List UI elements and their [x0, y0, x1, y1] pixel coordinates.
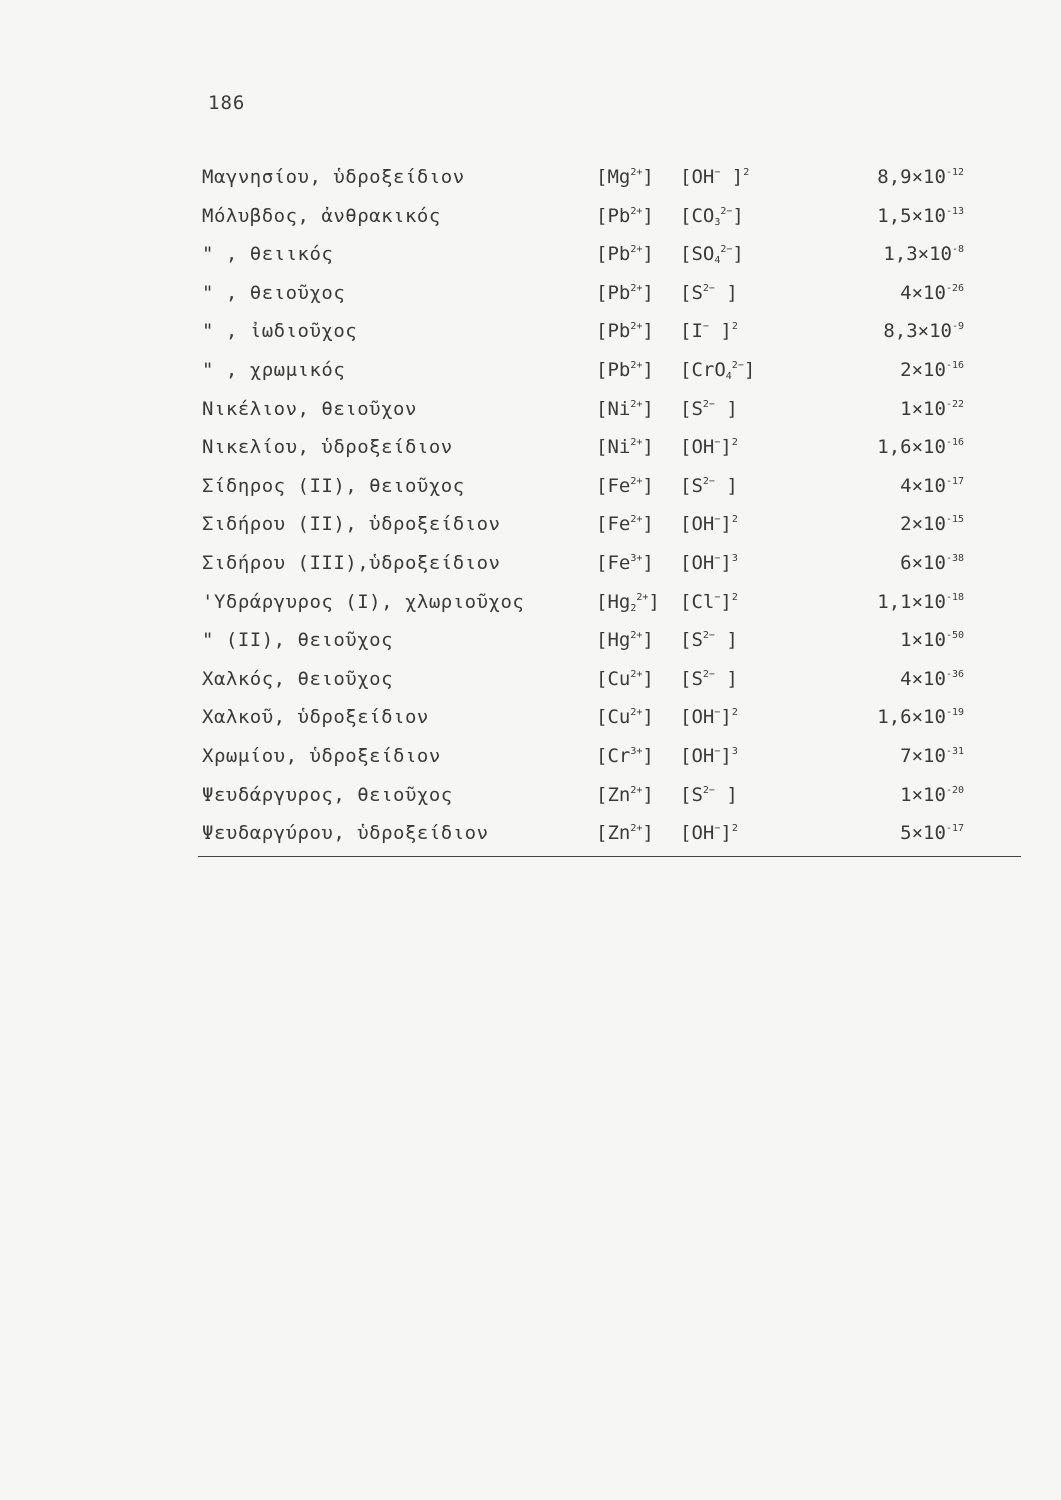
- ksp-exponent: -38: [945, 552, 964, 564]
- cation-concentration: [596, 235, 654, 273]
- anion-power: 2: [743, 167, 750, 178]
- ksp-mantissa: 6×10: [900, 551, 946, 574]
- ksp-mantissa: 4×10: [900, 667, 946, 690]
- ksp-mantissa: 5×10: [900, 822, 946, 845]
- ksp-value: [900, 776, 964, 814]
- compound-name: Μόλυβδος, ἀνθρακικός: [202, 204, 441, 227]
- anion-bracket-close: ]: [720, 436, 732, 459]
- cation-charge: 2+: [630, 437, 643, 449]
- table-row: [200, 505, 1020, 544]
- anion-power: 2: [731, 707, 738, 719]
- table-row: [200, 737, 1020, 776]
- ksp-value: [900, 660, 964, 698]
- anion-symbol: [OH: [680, 706, 715, 729]
- anion-charge: −: [714, 552, 721, 564]
- cation-symbol: [Pb: [596, 358, 631, 381]
- cation-concentration: [596, 505, 654, 543]
- cation-charge: 2+: [630, 282, 643, 294]
- cation-symbol: [Pb: [596, 243, 631, 266]
- anion-charge: −: [714, 745, 721, 757]
- compound-name: Νικελίου, ὑδροξείδιον: [202, 436, 453, 459]
- ksp-mantissa: 1×10: [900, 783, 946, 806]
- anion-power: 3: [731, 552, 738, 564]
- anion-symbol: [S: [680, 474, 703, 497]
- cation-bracket-close: ]: [642, 436, 654, 459]
- cation-symbol: [Zn: [596, 783, 631, 806]
- cation-symbol: [Ni: [596, 436, 631, 459]
- ksp-exponent: -19: [945, 707, 964, 719]
- ksp-exponent: -13: [945, 205, 964, 217]
- anion-concentration: [680, 351, 755, 389]
- table-row: [200, 583, 1020, 622]
- anion-charge: 2−: [702, 630, 715, 642]
- cation-symbol: [Mg: [596, 166, 631, 188]
- compound-name: " , θειοῦχος: [202, 281, 346, 304]
- table-row: [200, 544, 1020, 583]
- ksp-mantissa: 8,9×10: [877, 166, 946, 188]
- cation-bracket-close: ]: [642, 551, 654, 574]
- ksp-exponent: -20: [945, 784, 964, 796]
- compound-name: Σιδήρου (III),ὑδροξείδιον: [202, 551, 501, 574]
- anion-power: 3: [731, 745, 738, 757]
- ksp-value: [900, 274, 964, 312]
- cation-concentration: [596, 467, 654, 505]
- anion-bracket-close: ]: [714, 667, 738, 690]
- anion-symbol: [OH: [680, 513, 715, 536]
- anion-concentration: [680, 235, 744, 273]
- anion-power: 2: [731, 823, 738, 835]
- compound-name: Σίδηρος (II), θειοῦχος: [202, 474, 465, 497]
- ksp-exponent: -31: [945, 745, 964, 757]
- ksp-mantissa: 1,5×10: [877, 204, 946, 227]
- cation-bracket-close: ]: [642, 320, 654, 343]
- anion-symbol: [OH: [680, 551, 715, 574]
- compound-name: " (II), θειοῦχος: [202, 629, 394, 652]
- anion-subscript: 3: [714, 216, 721, 228]
- table-row: [200, 428, 1020, 467]
- cation-concentration: [596, 660, 654, 698]
- anion-bracket-close: ]: [732, 243, 744, 266]
- anion-bracket-close: ]: [720, 706, 732, 729]
- table-row: [200, 235, 1020, 274]
- cation-symbol: [Cr: [596, 744, 631, 767]
- compound-name: Χαλκός, θειοῦχος: [202, 667, 394, 690]
- ksp-exponent: -50: [945, 630, 964, 642]
- anion-power: 2: [731, 321, 738, 333]
- cation-symbol: [Fe: [596, 551, 631, 574]
- anion-symbol: [S: [680, 629, 703, 652]
- compound-name: " , θειικός: [202, 243, 334, 266]
- anion-power: 2: [731, 514, 738, 526]
- cation-concentration: [596, 621, 654, 659]
- ksp-mantissa: 1,6×10: [877, 706, 946, 729]
- cation-charge: 2+: [630, 321, 643, 333]
- cation-bracket-close: ]: [642, 783, 654, 806]
- anion-bracket-close: ]: [708, 320, 732, 343]
- cation-charge: 2+: [630, 244, 643, 256]
- cation-charge: 3+: [630, 552, 643, 564]
- anion-bracket-close: ]: [720, 822, 732, 845]
- cation-concentration: [596, 312, 654, 350]
- anion-bracket-close: ]: [720, 551, 732, 574]
- anion-symbol: [S: [680, 281, 703, 304]
- cation-symbol: [Fe: [596, 474, 631, 497]
- anion-subscript: 4: [725, 370, 732, 382]
- ksp-mantissa: 1,3×10: [883, 243, 952, 266]
- cation-concentration: [596, 428, 654, 466]
- ksp-value: [900, 467, 964, 505]
- cation-charge: 2+: [630, 398, 643, 410]
- cation-charge: 3+: [630, 745, 643, 757]
- anion-charge: 2−: [702, 668, 715, 680]
- anion-concentration: [680, 737, 738, 775]
- cation-bracket-close: ]: [642, 397, 654, 420]
- cation-symbol: [Ni: [596, 397, 631, 420]
- table-row: [200, 274, 1020, 313]
- anion-concentration: [680, 814, 738, 852]
- cation-symbol: [Pb: [596, 204, 631, 227]
- cation-charge: 2+: [630, 630, 643, 642]
- cation-symbol: [Cu: [596, 667, 631, 690]
- table-row: [200, 351, 1020, 390]
- anion-bracket-close: ]: [720, 166, 744, 188]
- cation-concentration: [596, 776, 654, 814]
- compound-name: Χρωμίου, ὑδροξείδιον: [202, 744, 441, 767]
- ksp-value: [877, 698, 964, 736]
- anion-symbol: [S: [680, 783, 703, 806]
- anion-charge: 2−: [720, 205, 733, 217]
- ksp-exponent: -9: [951, 321, 964, 333]
- ksp-mantissa: 7×10: [900, 744, 946, 767]
- ksp-mantissa: 1×10: [900, 629, 946, 652]
- cation-bracket-close: ]: [642, 358, 654, 381]
- cation-concentration: [596, 698, 654, 736]
- cation-charge: 2+: [630, 167, 643, 178]
- anion-concentration: [680, 621, 738, 659]
- cation-bracket-close: ]: [642, 474, 654, 497]
- anion-concentration: [680, 312, 738, 350]
- cation-symbol: [Hg: [596, 629, 631, 652]
- ksp-value: [900, 390, 964, 428]
- cation-concentration: [596, 390, 654, 428]
- cation-charge: 2+: [630, 514, 643, 526]
- ksp-value: [877, 197, 964, 235]
- compound-name: 'Υδράργυρος (I), χλωριοῦχος: [202, 590, 525, 613]
- table-row: [200, 660, 1020, 699]
- cation-bracket-close: ]: [642, 243, 654, 266]
- anion-power: 2: [731, 437, 738, 449]
- page-number: 186: [208, 92, 246, 114]
- anion-bracket-close: ]: [714, 397, 738, 420]
- anion-concentration: [680, 158, 749, 196]
- table-row: [200, 312, 1020, 351]
- compound-name: Ψευδάργυρος, θειοῦχος: [202, 783, 453, 806]
- ksp-value: [900, 737, 964, 775]
- cation-subscript: 2: [630, 602, 637, 614]
- anion-charge: −: [702, 321, 709, 333]
- ksp-exponent: -8: [951, 244, 964, 256]
- anion-bracket-close: ]: [714, 281, 738, 304]
- cation-charge: 2+: [630, 668, 643, 680]
- ksp-value: [877, 158, 964, 196]
- anion-subscript: 4: [714, 255, 721, 267]
- solubility-product-table: [200, 158, 1020, 853]
- cation-concentration: [596, 814, 654, 852]
- anion-concentration: [680, 390, 738, 428]
- ksp-exponent: -12: [945, 167, 964, 178]
- cation-bracket-close: ]: [642, 166, 654, 188]
- cation-symbol: [Pb: [596, 320, 631, 343]
- anion-concentration: [680, 544, 738, 582]
- anion-charge: −: [714, 514, 721, 526]
- ksp-value: [877, 428, 964, 466]
- compound-name: Νικέλιον, θειοῦχον: [202, 397, 417, 420]
- anion-concentration: [680, 505, 738, 543]
- cation-bracket-close: ]: [642, 629, 654, 652]
- cation-concentration: [596, 158, 654, 196]
- anion-concentration: [680, 698, 738, 736]
- cation-charge: 2+: [630, 475, 643, 487]
- cation-symbol: [Fe: [596, 513, 631, 536]
- ksp-exponent: -18: [945, 591, 964, 603]
- ksp-mantissa: 1×10: [900, 397, 946, 420]
- table-row: [200, 390, 1020, 429]
- cation-bracket-close: ]: [642, 281, 654, 304]
- anion-concentration: [680, 428, 738, 466]
- anion-concentration: [680, 274, 738, 312]
- anion-bracket-close: ]: [714, 474, 738, 497]
- ksp-mantissa: 1,6×10: [877, 436, 946, 459]
- cation-concentration: [596, 197, 654, 235]
- cation-concentration: [596, 737, 654, 775]
- anion-symbol: [OH: [680, 166, 715, 188]
- anion-symbol: [Cl: [680, 590, 715, 613]
- anion-bracket-close: ]: [732, 204, 744, 227]
- anion-bracket-close: ]: [743, 358, 756, 381]
- ksp-value: [883, 312, 964, 350]
- anion-bracket-close: ]: [714, 783, 738, 806]
- anion-charge: −: [714, 167, 721, 178]
- cation-charge: 2+: [636, 591, 649, 603]
- cation-concentration: [596, 544, 654, 582]
- anion-symbol: [S: [680, 397, 703, 420]
- compound-name: Χαλκοῦ, ὑδροξείδιον: [202, 706, 429, 729]
- anion-symbol: [SO: [680, 243, 715, 266]
- compound-name: Ψευδαργύρου, ὑδροξείδιον: [202, 822, 489, 845]
- ksp-mantissa: 4×10: [900, 281, 946, 304]
- ksp-exponent: -36: [945, 668, 964, 680]
- anion-charge: 2−: [720, 244, 733, 256]
- ksp-mantissa: 8,3×10: [883, 320, 952, 343]
- cation-bracket-close: ]: [642, 513, 654, 536]
- cation-charge: 2+: [630, 359, 643, 371]
- anion-charge: 2−: [731, 359, 744, 371]
- anion-charge: −: [714, 823, 721, 835]
- cation-bracket-close: ]: [642, 822, 654, 845]
- cation-symbol: [Zn: [596, 822, 631, 845]
- anion-concentration: [680, 776, 738, 814]
- anion-charge: 2−: [702, 475, 715, 487]
- ksp-mantissa: 2×10: [900, 358, 946, 381]
- anion-charge: 2−: [702, 282, 715, 294]
- anion-concentration: [680, 583, 738, 621]
- ksp-value: [900, 814, 964, 852]
- anion-symbol: [OH: [680, 822, 715, 845]
- anion-symbol: [CO: [680, 204, 715, 227]
- table-row: [200, 776, 1020, 815]
- ksp-value: [900, 505, 964, 543]
- compound-name: " , χρωμικός: [202, 358, 346, 381]
- cation-charge: 2+: [630, 784, 643, 796]
- ksp-exponent: -22: [945, 398, 964, 410]
- table-row: [200, 621, 1020, 660]
- cation-bracket-close: ]: [648, 590, 660, 613]
- ksp-mantissa: 2×10: [900, 513, 946, 536]
- anion-concentration: [680, 197, 744, 235]
- cation-concentration: [596, 274, 654, 312]
- anion-power: 2: [731, 591, 738, 603]
- ksp-exponent: -16: [945, 359, 964, 371]
- cation-charge: 2+: [630, 205, 643, 217]
- anion-charge: −: [714, 707, 721, 719]
- anion-bracket-close: ]: [720, 513, 732, 536]
- anion-symbol: [CrO: [680, 358, 726, 381]
- ksp-mantissa: 4×10: [900, 474, 946, 497]
- table-row: [200, 197, 1020, 236]
- ksp-value: [900, 621, 964, 659]
- table-bottom-rule: [198, 856, 1021, 857]
- ksp-exponent: -15: [945, 514, 964, 526]
- cation-symbol: [Cu: [596, 706, 631, 729]
- anion-symbol: [S: [680, 667, 703, 690]
- anion-symbol: [OH: [680, 744, 715, 767]
- ksp-exponent: -17: [945, 475, 964, 487]
- ksp-value: [900, 544, 964, 582]
- anion-bracket-close: ]: [720, 744, 732, 767]
- ksp-exponent: -16: [945, 437, 964, 449]
- anion-symbol: [I: [680, 320, 703, 343]
- compound-name: " , ἰωδιοῦχος: [202, 320, 358, 343]
- compound-name: Μαγνησίου, ὑδροξείδιον: [202, 166, 465, 188]
- cation-symbol: [Pb: [596, 281, 631, 304]
- cation-concentration: [596, 583, 660, 621]
- anion-bracket-close: ]: [720, 590, 732, 613]
- table-row: [200, 814, 1020, 853]
- ksp-exponent: -26: [945, 282, 964, 294]
- ksp-value: [900, 351, 964, 389]
- anion-charge: 2−: [702, 398, 715, 410]
- ksp-value: [877, 583, 964, 621]
- anion-bracket-close: ]: [714, 629, 738, 652]
- anion-charge: −: [714, 591, 721, 603]
- cation-bracket-close: ]: [642, 204, 654, 227]
- anion-concentration: [680, 660, 738, 698]
- table-row: [200, 698, 1020, 737]
- anion-symbol: [OH: [680, 436, 715, 459]
- cation-bracket-close: ]: [642, 667, 654, 690]
- table-row: [200, 158, 1020, 197]
- ksp-mantissa: 1,1×10: [877, 590, 946, 613]
- anion-charge: −: [714, 437, 721, 449]
- cation-bracket-close: ]: [642, 744, 654, 767]
- cation-charge: 2+: [630, 707, 643, 719]
- cation-bracket-close: ]: [642, 706, 654, 729]
- table-row: [200, 467, 1020, 506]
- cation-concentration: [596, 351, 654, 389]
- ksp-value: [883, 235, 964, 273]
- compound-name: Σιδήρου (II), ὑδροξείδιον: [202, 513, 501, 536]
- anion-concentration: [680, 467, 738, 505]
- ksp-exponent: -17: [945, 823, 964, 835]
- cation-charge: 2+: [630, 823, 643, 835]
- anion-charge: 2−: [702, 784, 715, 796]
- cation-symbol: [Hg: [596, 590, 631, 613]
